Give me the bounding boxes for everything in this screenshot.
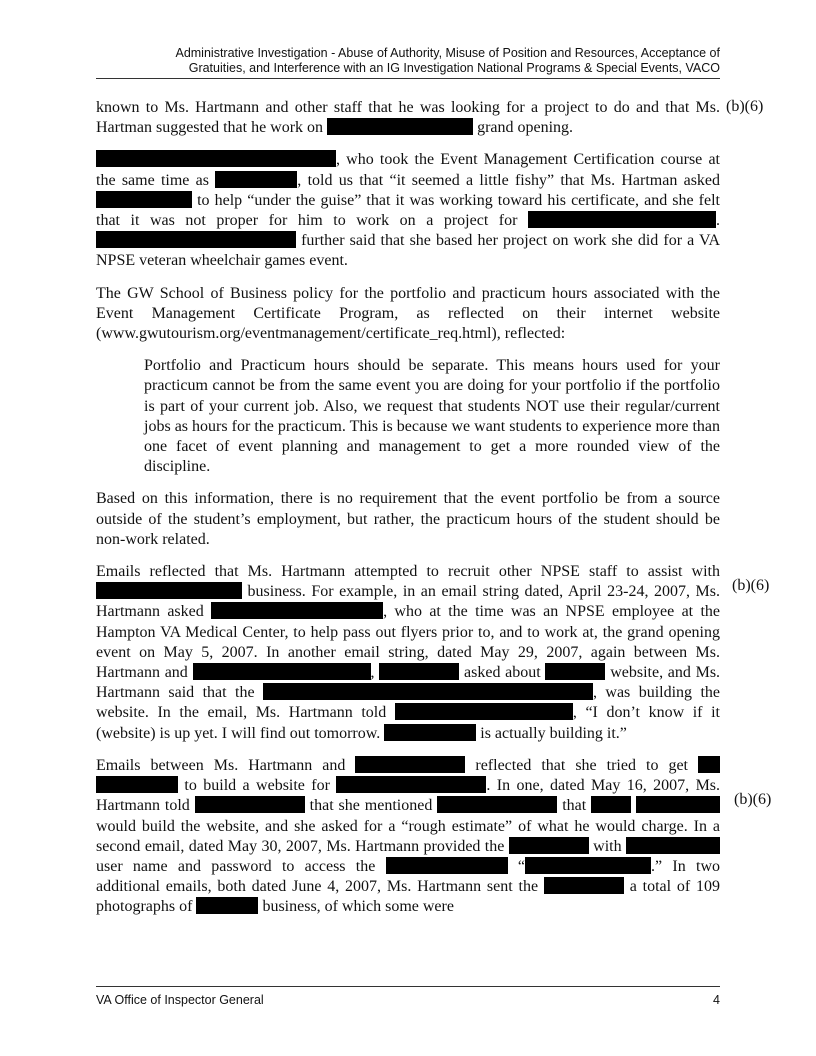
header-line-2: Gratuities, and Interference with an IG Investigation National Programs & Special Events, VACO xyxy=(188,61,720,75)
page-footer xyxy=(96,986,720,1007)
redaction-block xyxy=(96,582,242,599)
redaction-block xyxy=(96,191,192,208)
redaction-block xyxy=(96,776,178,793)
redaction-block xyxy=(263,683,593,700)
paragraph-3: The GW School of Business policy for the portfolio and practicum hours associated with the Event Management Certificate Program, as reflected on their internet website (www.gwutourism.org/eventmanagement/certificate_req.html), reflected: xyxy=(96,284,720,343)
redaction-block xyxy=(384,724,476,741)
redaction-block xyxy=(509,837,589,854)
redaction-block xyxy=(355,756,465,773)
redaction-block xyxy=(525,857,651,874)
paragraph-2: , who took the Event Management Certification course at the same time as , told us that “it seemed a little fishy” that Ms. Hartman asked to help “under the guise” that it was working toward his certificate, and she felt that it was not proper for him to work on a project for . further said that she based her project on work she did for a VA NPSE veteran wheelchair games event. xyxy=(96,151,721,270)
redaction-block xyxy=(193,663,371,680)
margin-note-exemption: (b)(6) xyxy=(726,98,764,115)
paragraph-6: Emails between Ms. Hartmann and reflected that she tried to get to build a website for . In one, dated May 16, 2007, Ms. Hartmann told that she mentioned that would build the website, and she asked for a “rough estimate” of what he would charge. In a second email, dated May 30, 2007, Ms. Hartmann provided the with user name and password to access the “ .” In two additional emails, both dated June 4, 2007, Ms. Hartmann sent the a total of 109 photographs of business, of which some were xyxy=(96,756,721,916)
redaction-block xyxy=(379,663,459,680)
policy-quote: Portfolio and Practicum hours should be separate. This means hours used for your practicum cannot be from the same event you are doing for your portfolio if the portfolio is part of your current job. Also, we request that students NOT use their regular/current jobs as hours for the practicum. This is because we want students to experience more than one facet of event planning and management to get a more rounded view of the discipline. xyxy=(144,357,720,476)
page-header xyxy=(96,46,720,79)
header-line-1: Administrative Investigation - Abuse of Authority, Misuse of Position and Resources, Acceptance of xyxy=(175,46,720,60)
page-number: 4 xyxy=(713,993,720,1007)
redaction-block xyxy=(327,118,473,135)
redaction-block xyxy=(544,877,624,894)
redaction-block xyxy=(636,796,720,813)
redaction-block xyxy=(211,602,383,619)
footer-org: VA Office of Inspector General xyxy=(96,993,264,1007)
redaction-block xyxy=(215,171,297,188)
margin-note-exemption: (b)(6) xyxy=(734,791,772,808)
redaction-block xyxy=(437,796,557,813)
paragraph-4: Based on this information, there is no requirement that the event portfolio be from a source outside of the student’s employment, but rather, the practicum hours of the student should be non-work related. xyxy=(96,490,720,548)
redaction-block xyxy=(528,211,716,228)
redaction-block xyxy=(698,756,720,773)
document-body xyxy=(96,98,720,930)
redaction-block xyxy=(545,663,605,680)
margin-note-exemption: (b)(6) xyxy=(732,577,770,594)
redaction-block xyxy=(395,703,573,720)
redaction-block xyxy=(386,857,508,874)
redaction-block xyxy=(591,796,631,813)
redaction-block xyxy=(196,897,258,914)
paragraph-5: Emails reflected that Ms. Hartmann attempted to recruit other NPSE staff to assist with business. For example, in an email string dated, April 23-24, 2007, Ms. Hartmann asked , who at the time was an NPSE employee at the Hampton VA Medical Center, to help pass out flyers prior to, and to work at, the grand opening event on May 5, 2007. In another email string, dated May 29, 2007, again between Ms. Hartmann and , asked about website, and Ms. Hartmann said that the , was building the website. In the email, Ms. Hartmann told , “I don’t know if it (website) is up yet. I will find out tomorrow. is actually building it.” xyxy=(96,563,721,742)
paragraph-1: known to Ms. Hartmann and other staff that he was looking for a project to do and that Ms. Hartman suggested that he work on grand opening. xyxy=(96,99,720,137)
redaction-block xyxy=(336,776,486,793)
redaction-block xyxy=(96,150,336,167)
redaction-block xyxy=(626,837,720,854)
redaction-block xyxy=(195,796,305,813)
redaction-block xyxy=(96,231,296,248)
